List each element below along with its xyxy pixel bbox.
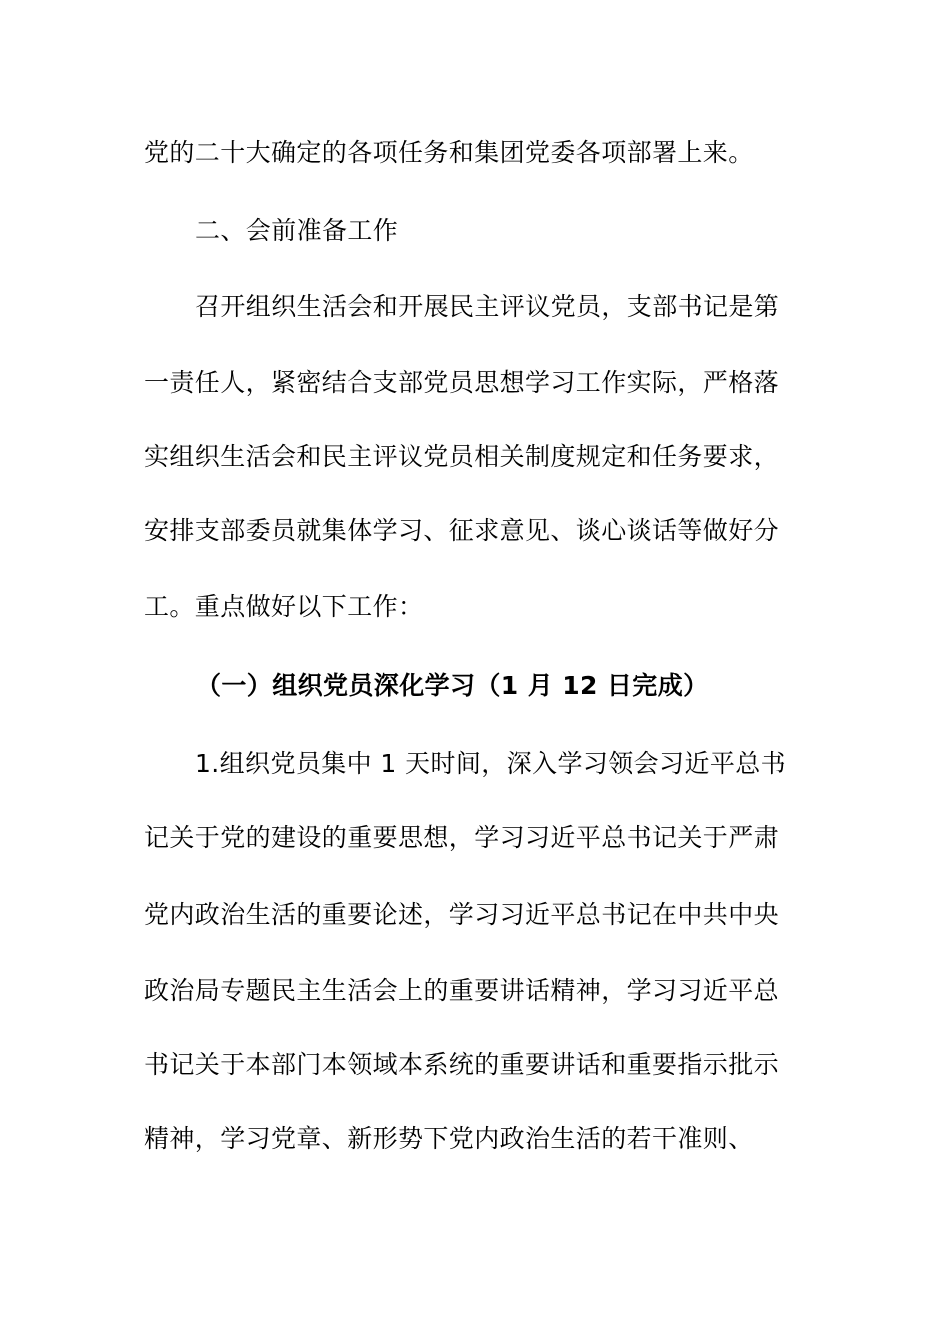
paragraph-line: 政治局专题民主生活会上的重要讲话精神，学习习近平总 [144,976,780,1005]
paragraph-line: 书记关于本部门本领域本系统的重要讲话和重要指示批示 [144,1050,780,1079]
paragraph-line: 1.组织党员集中 1 天时间，深入学习领会习近平总书 [195,749,787,778]
subsection-heading: （一）组织党员深化学习（1 月 12 日完成） [196,671,709,700]
paragraph-line: 实组织生活会和民主评议党员相关制度规定和任务要求， [144,442,780,471]
paragraph-line: 精神，学习党章、新形势下党内政治生活的若干准则、 [144,1124,754,1153]
paragraph-line: 党的二十大确定的各项任务和集团党委各项部署上来。 [144,138,754,167]
paragraph-line: 党内政治生活的重要论述，学习习近平总书记在中共中央 [144,900,780,929]
section-heading: 二、会前准备工作 [195,216,399,245]
paragraph-line: 记关于党的建设的重要思想，学习习近平总书记关于严肃 [144,823,780,852]
paragraph-line: 工。重点做好以下工作： [144,592,424,621]
paragraph-line: 召开组织生活会和开展民主评议党员，支部书记是第 [195,292,780,321]
paragraph-line: 一责任人，紧密结合支部党员思想学习工作实际，严格落 [144,368,780,397]
paragraph-line: 安排支部委员就集体学习、征求意见、谈心谈话等做好分 [144,516,780,545]
